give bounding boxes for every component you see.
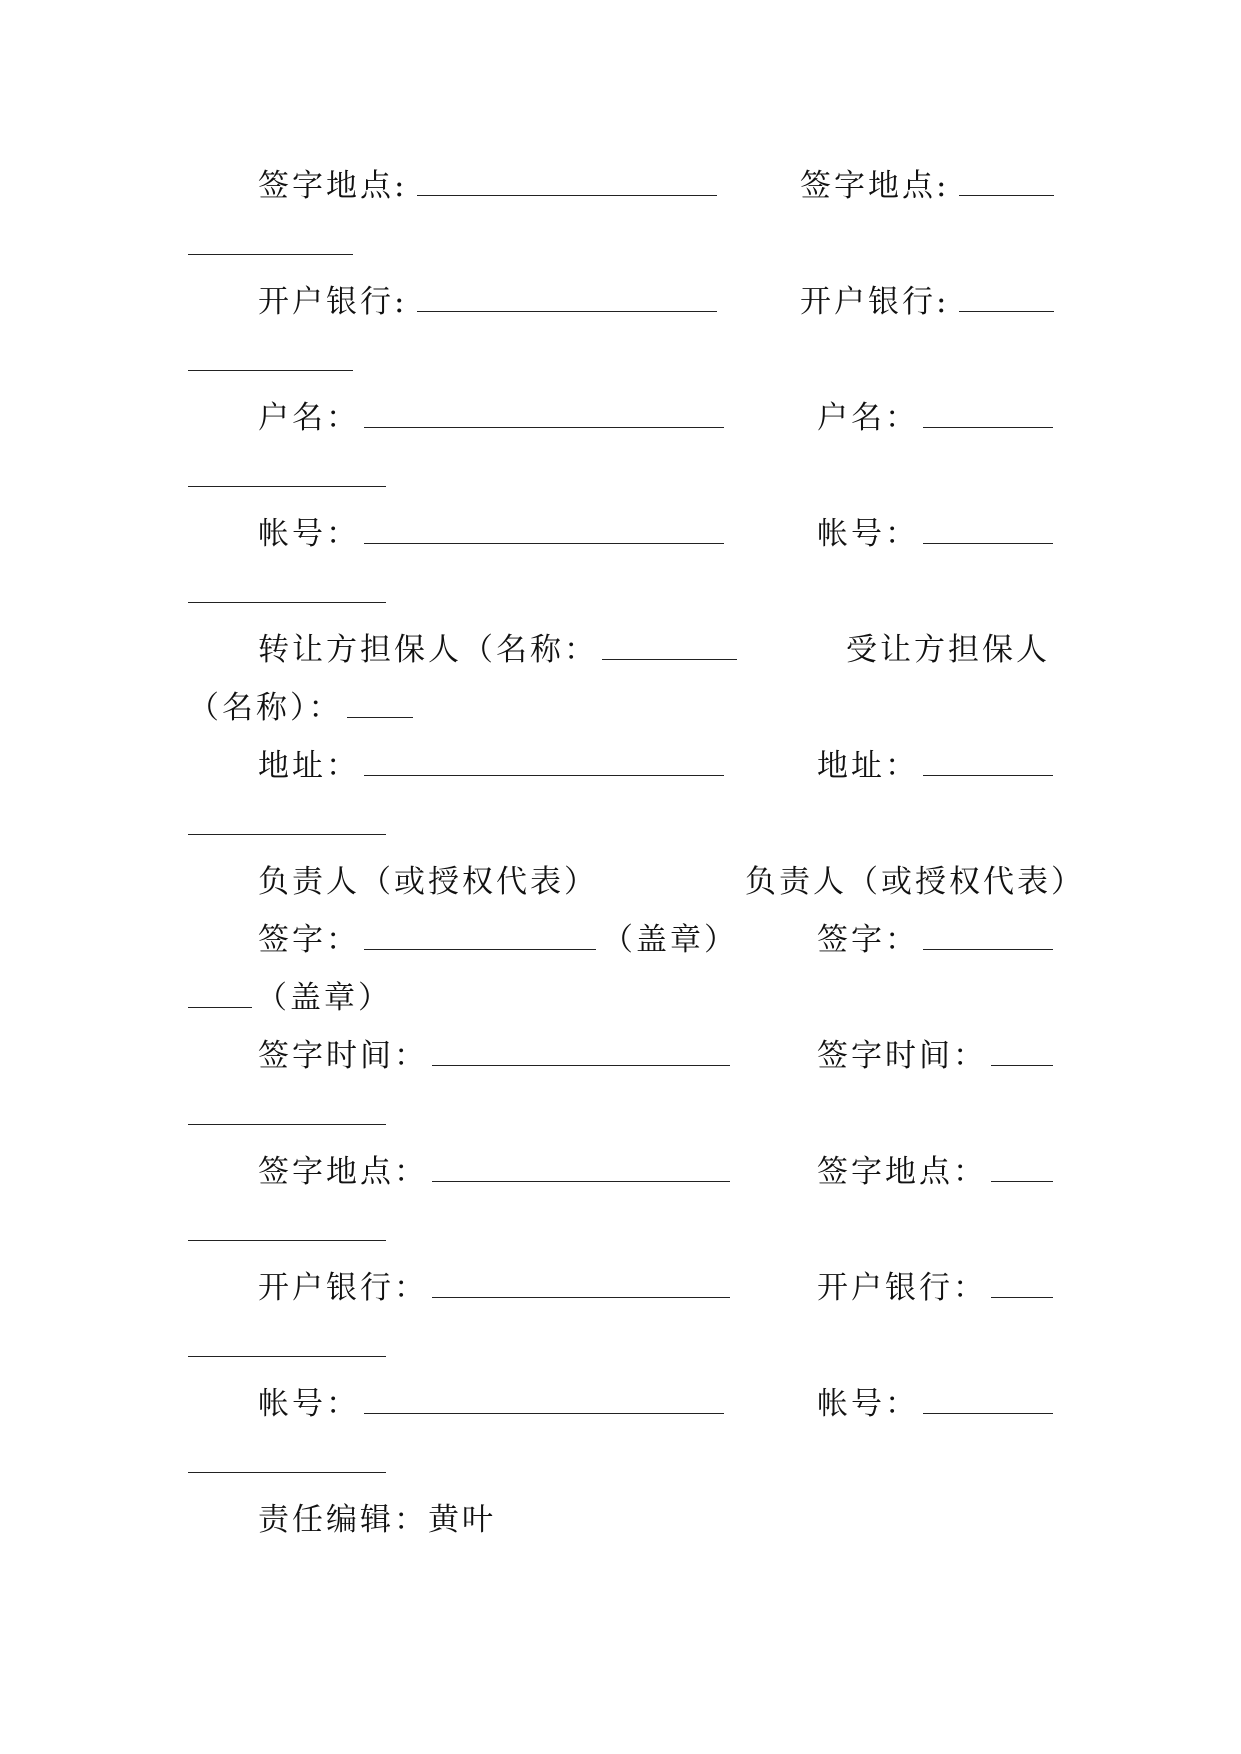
label-transferor-sign-place: 签字地点: <box>258 168 408 204</box>
field-transferee-sign-place-cont[interactable] <box>188 228 353 255</box>
label-transferor-guarantor-sign-place: 签字地点： <box>258 1154 428 1190</box>
field-transferee-guarantor-signature[interactable] <box>923 923 1053 950</box>
label-transferor-guarantor-address: 地址： <box>258 748 360 784</box>
field-transferor-guarantor-bank[interactable] <box>432 1271 730 1298</box>
label-transferee-guarantor-seal: （盖章） <box>256 980 392 1016</box>
field-transferee-guarantor-sign-place[interactable] <box>991 1155 1053 1182</box>
field-transferee-guarantor-address-cont[interactable] <box>188 808 386 835</box>
label-transferor-account-no: 帐号： <box>258 516 360 552</box>
label-transferee-bank: 开户银行: <box>800 284 950 320</box>
label-transferor-guarantor: 转让方担保人（名称： <box>258 632 598 668</box>
field-transferee-guarantor-address[interactable] <box>923 749 1053 776</box>
field-transferee-guarantor-sign-place-cont[interactable] <box>188 1214 386 1241</box>
label-transferee-account-name: 户名： <box>817 400 919 436</box>
responsible-editor <box>258 1500 496 1540</box>
field-transferee-account-no-cont[interactable] <box>188 576 386 603</box>
field-transferee-account-name[interactable] <box>923 401 1053 428</box>
field-transferor-account-no[interactable] <box>364 517 724 544</box>
field-transferor-guarantor-address[interactable] <box>364 749 724 776</box>
field-transferee-guarantor-name[interactable] <box>347 691 413 718</box>
field-transferor-account-name[interactable] <box>364 401 724 428</box>
label-transferor-guarantor-seal: （盖章） <box>602 922 738 958</box>
field-transferee-guarantor-sign-time-cont[interactable] <box>188 1098 386 1125</box>
label-transferee-guarantor: 受让方担保人 <box>846 632 1050 668</box>
label-transferor-guarantor-rep: 负责人（或授权代表） <box>258 864 598 900</box>
field-transferor-guarantor-signature[interactable] <box>364 923 596 950</box>
label-transferor-guarantor-signature: 签字： <box>258 922 360 958</box>
field-transferor-guarantor[interactable] <box>602 633 737 660</box>
label-transferee-account-no: 帐号： <box>817 516 919 552</box>
label-transferor-account-name: 户名： <box>258 400 360 436</box>
label-transferee-guarantor-sign-time: 签字时间： <box>817 1038 987 1074</box>
field-transferee-guarantor-account-no-cont[interactable] <box>188 1446 386 1473</box>
label-transferee-guarantor-address: 地址： <box>817 748 919 784</box>
field-transferee-guarantor-bank[interactable] <box>991 1271 1053 1298</box>
footer-label: 责任编辑： <box>258 1502 428 1538</box>
field-transferee-account-no[interactable] <box>923 517 1053 544</box>
field-transferee-sign-place[interactable] <box>959 169 1054 196</box>
field-transferor-sign-place[interactable] <box>417 169 717 196</box>
label-transferee-guarantor-bank: 开户银行： <box>817 1270 987 1306</box>
footer-name: 黄叶 <box>428 1502 496 1538</box>
label-transferee-guarantor-sign-place: 签字地点： <box>817 1154 987 1190</box>
field-transferor-guarantor-sign-time[interactable] <box>432 1039 730 1066</box>
label-transferee-sign-place: 签字地点: <box>800 168 950 204</box>
field-transferee-guarantor-sign-time[interactable] <box>991 1039 1053 1066</box>
field-transferor-bank[interactable] <box>417 285 717 312</box>
label-transferor-guarantor-account-no: 帐号： <box>258 1386 360 1422</box>
label-transferee-guarantor-rep: 负责人（或授权代表） <box>745 864 1085 900</box>
field-transferee-account-name-cont[interactable] <box>188 460 386 487</box>
field-transferee-bank-cont[interactable] <box>188 344 353 371</box>
field-transferee-guarantor-bank-cont[interactable] <box>188 1330 386 1357</box>
field-transferee-guarantor-account-no[interactable] <box>923 1387 1053 1414</box>
field-transferor-guarantor-account-no[interactable] <box>364 1387 724 1414</box>
label-transferor-guarantor-sign-time: 签字时间： <box>258 1038 428 1074</box>
label-transferee-guarantor-signature: 签字： <box>817 922 919 958</box>
label-transferor-guarantor-bank: 开户银行： <box>258 1270 428 1306</box>
label-transferee-guarantor-name: （名称）： <box>188 690 343 726</box>
label-transferor-bank: 开户银行: <box>258 284 408 320</box>
field-transferee-guarantor-signature-cont[interactable] <box>188 981 252 1008</box>
label-transferee-guarantor-account-no: 帐号： <box>817 1386 919 1422</box>
field-transferor-guarantor-sign-place[interactable] <box>432 1155 730 1182</box>
field-transferee-bank[interactable] <box>959 285 1054 312</box>
